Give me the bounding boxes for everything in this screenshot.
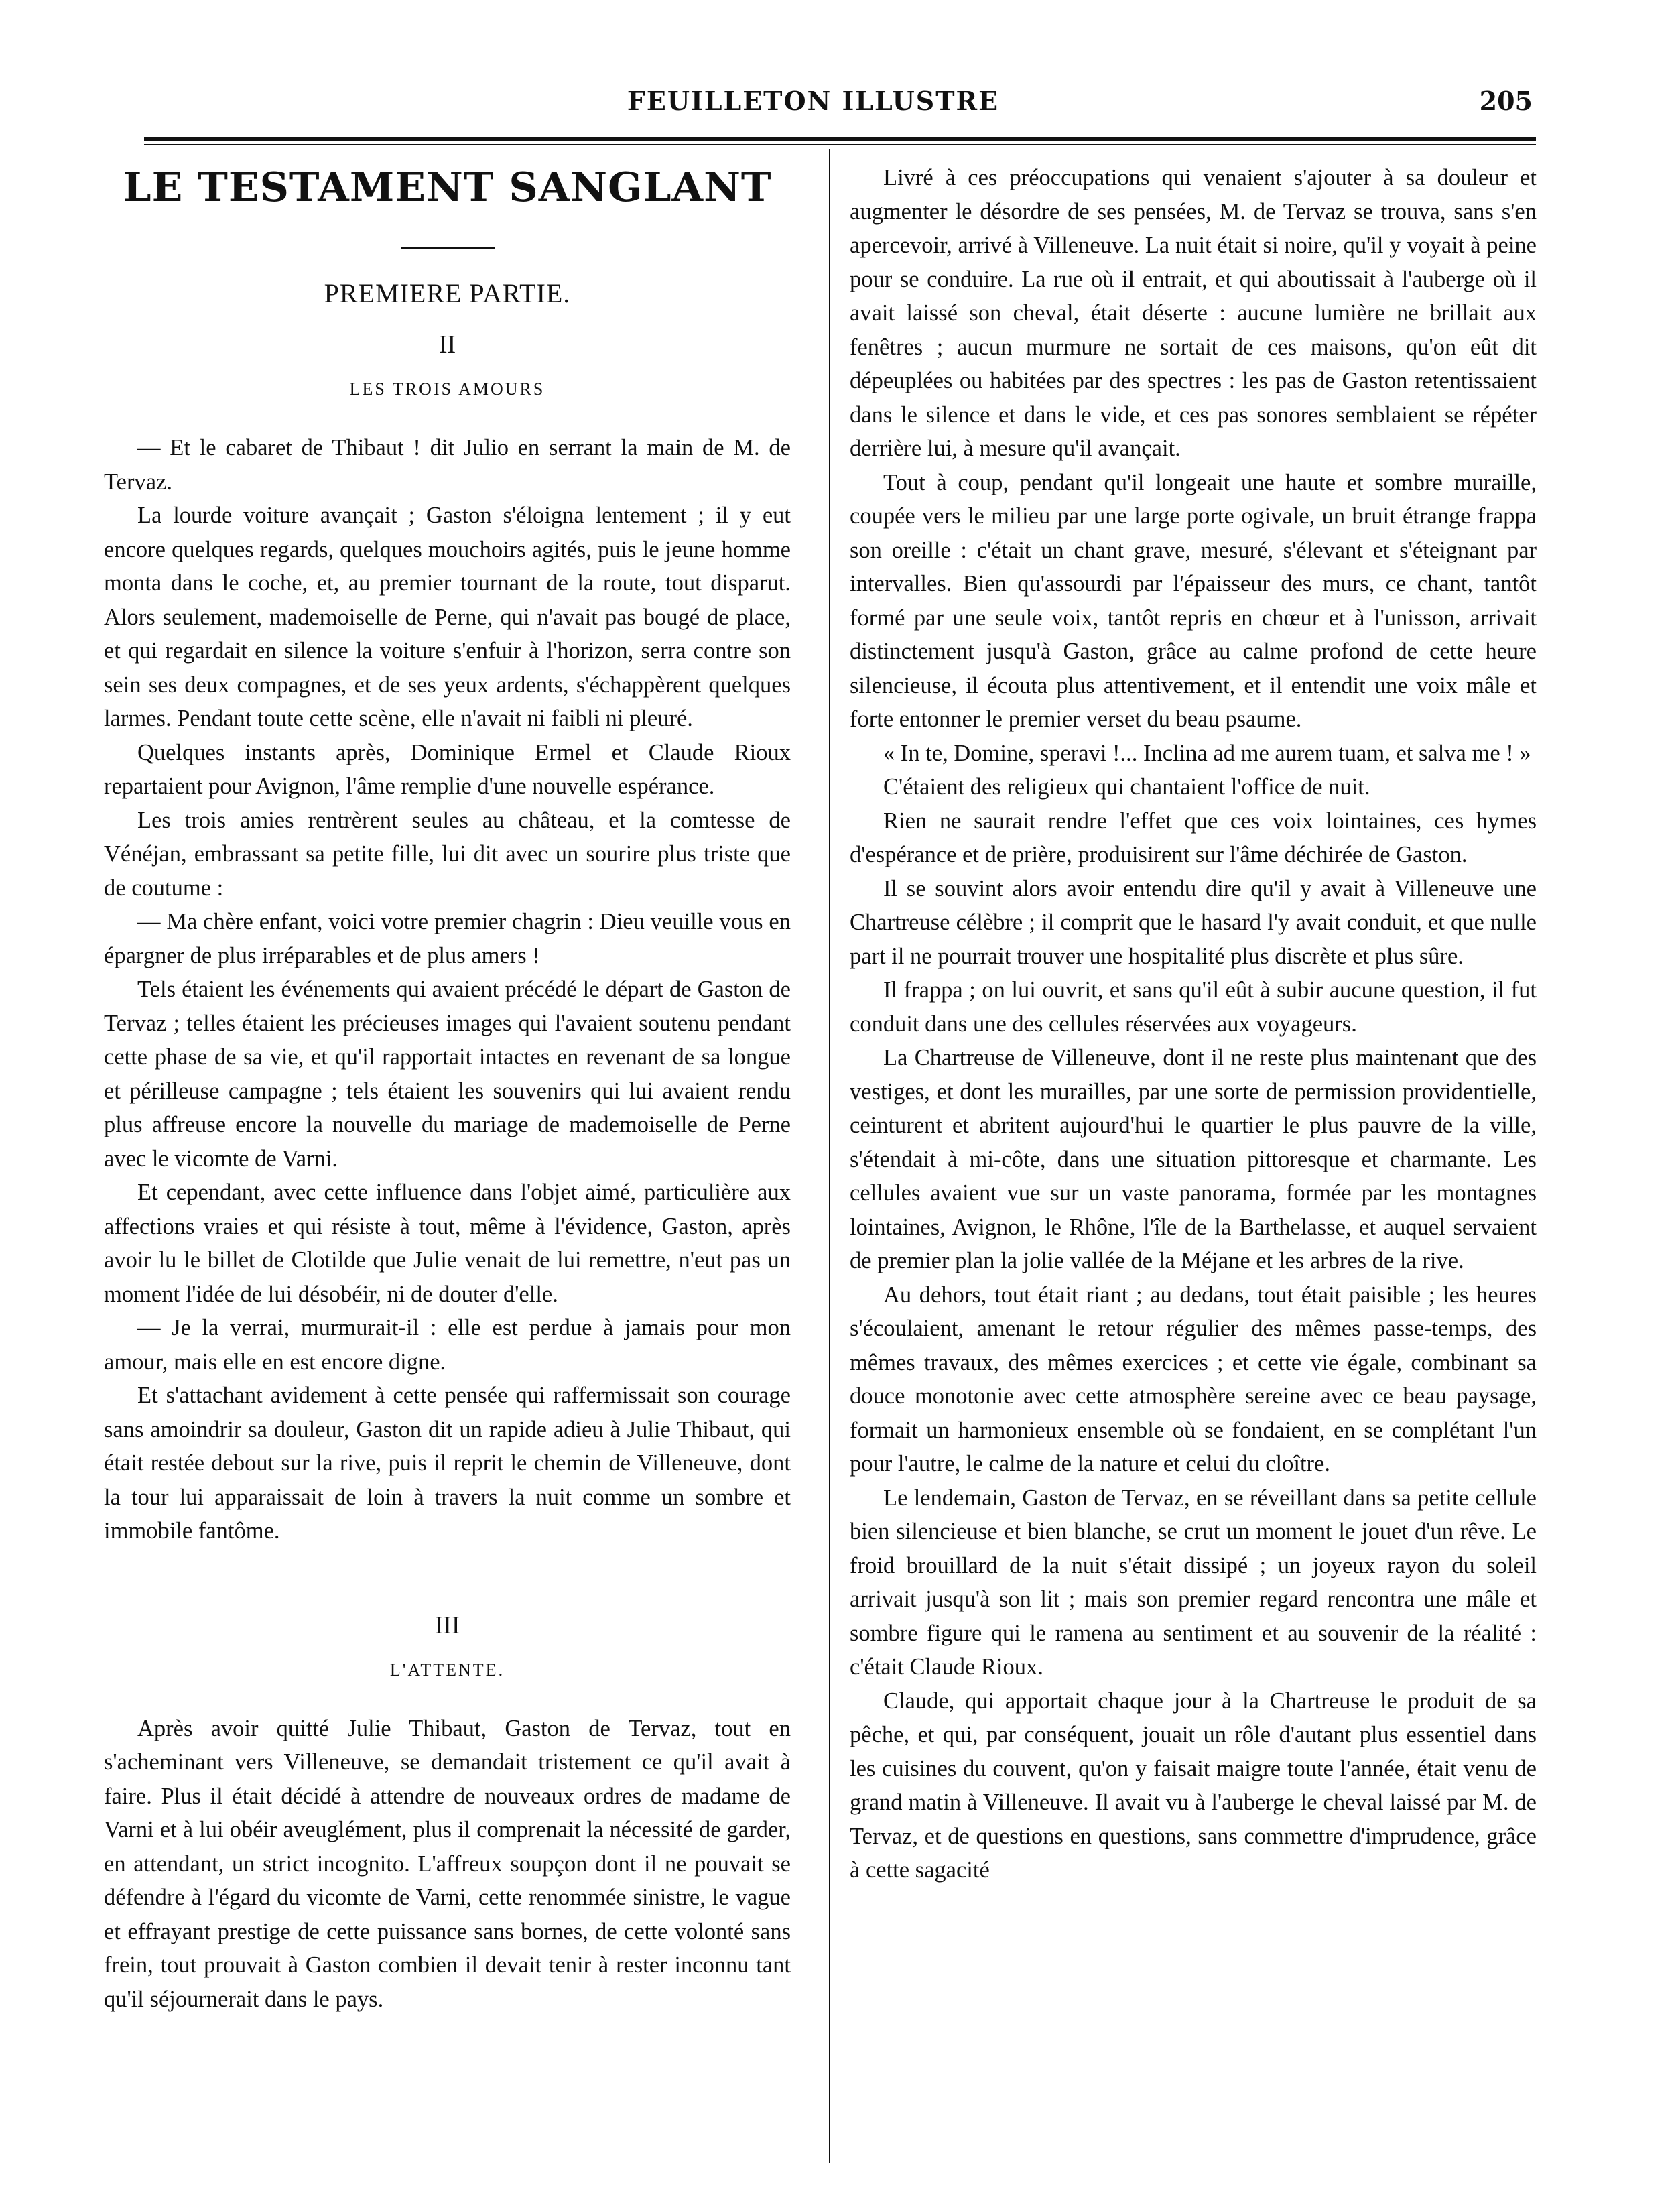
paragraph: Les trois amies rentrèrent seules au château, et la comtesse de Vénéjan, embrassant sa petite fille, lui dit avec un sourire plus triste que de coutume :	[104, 807, 791, 901]
title-rule	[401, 247, 495, 249]
paragraph: Il frappa ; on lui ouvrit, et sans qu'il eût à subir aucune question, il fut conduit dans une des cellules réservées aux voyageurs.	[850, 977, 1537, 1037]
paragraph: Après avoir quitté Julie Thibaut, Gaston de Tervaz, tout en s'acheminant vers Villeneuve, se demandait tristement ce qu'il avait à faire. Plus il était décidé à attendre de nouveaux ordres de madame de Varni et à lui obéir aveuglément, plus il comprenait la nécessité de garder, en attendant, un strict incognito. L'affreux soupçon dont il ne pouvait se défendre à l'égard du vicomte de Varni, cette renommée sinistre, le vague et effrayant prestige de cette puissance sans bornes, de cette volonté sans frein, tout prouvait à Gaston combien il devait tenir à rester inconnu tant qu'il séjournerait dans le pays.	[104, 1715, 791, 2012]
paragraph: — Je la verrai, murmurait-il : elle est perdue à jamais pour mon amour, mais elle en est encore digne.	[104, 1315, 791, 1375]
running-title: FEUILLETON ILLUSTRE	[627, 86, 1000, 116]
header-rule-thin	[144, 144, 1536, 145]
paragraph: — Et le cabaret de Thibaut ! dit Julio en serrant la main de M. de Tervaz.	[104, 435, 791, 495]
running-header	[94, 86, 1533, 119]
chapter-title: L'ATTENTE.	[389, 1659, 505, 1680]
chapter-number: II	[438, 330, 456, 359]
paragraph: « In te, Domine, speravi !... Inclina ad me aurem tuam, et salva me ! »	[883, 740, 1531, 766]
paragraph: Le lendemain, Gaston de Tervaz, en se réveillant dans sa petite cellule bien silencieuse et bien blanche, se crut un moment le jouet d'un rêve. Le froid brouillard de la nuit s'était dissipé ; un joyeux rayon du soleil arrivait jusqu'à son lit ; mais son premier regard rencontra une mâle et sombre figure qui le ramena au sentiment et au souvenir de la réalité : c'était Claude Rioux.	[850, 1485, 1537, 1680]
paragraph: Quelques instants après, Dominique Ermel et Claude Rioux repartaient pour Avignon, l'âme remplie d'une nouvelle espérance.	[104, 739, 791, 799]
paragraph: Il se souvint alors avoir entendu dire qu'il y avait à Villeneuve une Chartreuse célèbre ; il comprit que le hasard l'y avait conduit, et que nulle part il ne pourrait trouver une hospitalité plus discrète et plus sûre.	[850, 875, 1537, 969]
header-rule	[144, 137, 1536, 141]
part-title: PREMIERE PARTIE.	[324, 278, 571, 308]
chapter-number: III	[434, 1611, 460, 1639]
chapter-title: LES TROIS AMOURS	[349, 379, 545, 399]
paragraph: — Ma chère enfant, voici votre premier chagrin : Dieu veuille vous en épargner de plus irréparables et de plus amers !	[104, 909, 791, 968]
paragraph: La Chartreuse de Villeneuve, dont il ne reste plus maintenant que des vestiges, et dont les murailles, par une sorte de permission providentielle, ceinturent et abritent aujourd'hui le quartier le plus pauvre de la ville, s'étendait à mi-côte, dans une situation pittoresque et charmante. Les cellules avaient vue sur un vaste panorama, formée par les montagnes lointaines, Avignon, le Rhône, l'île de la Barthelasse, et auquel servaient de premier plan la jolie vallée de la Méjane et les arbres de la rive.	[850, 1045, 1537, 1273]
paragraph: C'étaient des religieux qui chantaient l'office de nuit.	[883, 774, 1370, 800]
main-title: LE TESTAMENT SANGLANT	[123, 164, 772, 211]
page-number: 205	[1479, 86, 1533, 116]
paragraph: Au dehors, tout était riant ; au dedans, tout était paisible ; les heures s'écoulaient, amenant le retour régulier des mêmes passe-temps, des mêmes travaux, des mêmes exercices ; et cette vie égale, combinant sa douce monotonie avec cette atmosphère sereine avec ce beau paysage, formait un harmonieux ensemble où se fondaient, en se complétant l'un pour l'autre, le calme de la nature et celui du cloître.	[850, 1281, 1537, 1477]
right-column	[850, 161, 1537, 1887]
paragraph: Livré à ces préoccupations qui venaient s'ajouter à sa douleur et augmenter le désordre de ses pensées, M. de Tervaz se trouva, sans s'en apercevoir, arrivé à Villeneuve. La nuit était si noire, qu'il y voyait à peine pour se conduire. La rue où il entrait, et qui aboutissait à l'auberge où il avait laissé son cheval, était déserte : aucune lumière ne brillait aux fenêtres ; aucun murmure ne sortait de ces maisons, qu'on eût dit dépeuplées ou habitées par des spectres : les pas de Gaston retentissaient dans le silence et dans le vide, et ces pas sonores semblaient se répéter derrière lui, à mesure qu'il avançait.	[850, 165, 1537, 461]
section-gap	[104, 1548, 791, 1591]
paragraph: Tout à coup, pendant qu'il longeait une haute et sombre muraille, coupée vers le milieu par une large porte ogivale, un bruit étrange frappa son oreille : c'était un chant grave, mesuré, s'élevant et s'éteignant par intervalles. Bien qu'assourdi par l'épaisseur des murs, ce chant, tantôt formé par une seule voix, tantôt repris en chœur et à l'unisson, arrivait distinctement jusqu'à Gaston, grâce au calme profond de cette heure silencieuse, il écouta plus attentivement, et il entendit une voix mâle et forte entonner le premier verset du beau psaume.	[850, 469, 1537, 732]
paragraph: La lourde voiture avançait ; Gaston s'éloigna lentement ; il y eut encore quelques regards, quelques mouchoirs agités, puis le jeune homme monta dans le coche, et, au premier tournant de la route, tout disparut. Alors seulement, mademoiselle de Perne, qui n'avait pas bougé de place, et qui regardait en silence la voiture s'enfuir à l'horizon, serra contre son sein ses deux compagnes, et de ses yeux ardents, s'échappèrent quelques larmes. Pendant toute cette scène, elle n'avait ni faibli ni pleuré.	[104, 503, 791, 731]
paragraph: Tels étaient les événements qui avaient précédé le départ de Gaston de Tervaz ; telles étaient les précieuses images qui l'avaient soutenu pendant cette phase de sa vie, et qu'il rapportait intactes en revenant de sa longue et périlleuse campagne ; tels étaient les souvenirs qui lui avaient rendu plus affreuse encore la nouvelle du mariage de mademoiselle de Perne avec le vicomte de Varni.	[104, 977, 791, 1172]
column-divider	[829, 149, 830, 2163]
paragraph: Claude, qui apportait chaque jour à la Chartreuse le produit de sa pêche, et qui, par conséquent, jouait un rôle d'autant plus essentiel dans les cuisines du couvent, qu'on y faisait maigre toute l'année, était venu de grand matin à Villeneuve. Il avait vu à l'auberge le cheval laissé par M. de Tervaz, et de questions en questions, sans commettre d'imprudence, grâce à cette sagacité	[850, 1688, 1537, 1883]
paragraph: Rien ne saurait rendre l'effet que ces voix lointaines, ces hymes d'espérance et de prière, produisirent sur l'âme déchirée de Gaston.	[850, 808, 1537, 867]
paragraph: Et cependant, avec cette influence dans l'objet aimé, particulière aux affections vraies et qui résiste à tout, même à l'évidence, Gaston, après avoir lu le billet de Clotilde que Julie venait de lui remettre, n'eut pas un moment l'idée de lui désobéir, ni de douter d'elle.	[104, 1180, 791, 1307]
left-column	[104, 161, 791, 2016]
paragraph: Et s'attachant avidement à cette pensée qui raffermissait son courage sans amoindrir sa douleur, Gaston dit un rapide adieu à Julie Thibaut, qui était restée debout sur la rive, puis il reprit le chemin de Villeneuve, dont la tour lui apparaissait de loin à travers la nuit comme un sombre et immobile fantôme.	[104, 1383, 791, 1544]
